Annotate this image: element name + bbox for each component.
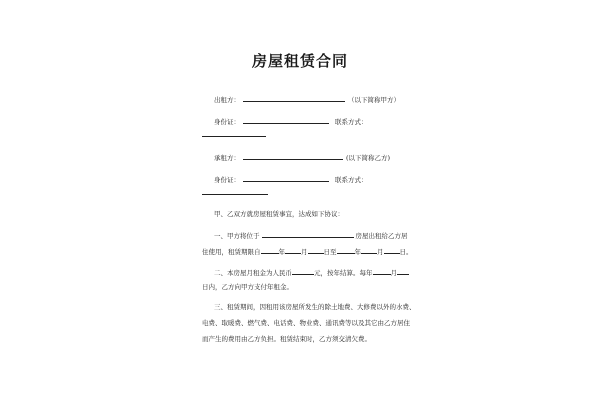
lessee-id-label: 身份证： [214,176,240,184]
lessor-label: 出租方： [214,96,240,104]
clause1-text-b: 房屋出租给乙方居 [355,232,408,240]
clause2-line2: 日内，乙方向甲方支付年租金。 [202,283,293,291]
property-address-blank[interactable] [262,230,354,238]
lessor-id-line [214,116,368,127]
end-month-blank[interactable] [361,246,377,254]
clause2-text-b: 元，按年结算。每年 [314,269,373,277]
clause2-line1 [214,267,409,278]
lessee-id-line [214,174,368,185]
lessee-line [214,152,390,163]
preamble: 甲、乙双方就房屋租赁事宜，达成如下协议： [214,210,344,218]
clause2-text-a: 二、本房屋月租金为人民币 [214,269,292,277]
start-year-blank[interactable] [261,246,279,254]
lessee-label: 承租方： [214,154,240,162]
clause1-text-a: 一、甲方将位于 [214,232,260,240]
clause1-text-c: 住使用，租赁期限自 [202,248,261,256]
lessor-note: （以下简称甲方） [348,96,400,104]
lessor-name-blank[interactable] [243,94,345,102]
lessor-contact-label: 联系方式： [335,118,368,126]
start-day-blank[interactable] [308,246,324,254]
start-day-label: 日至 [323,248,337,256]
clause1-line2 [202,246,413,257]
payment-day-blank[interactable] [397,267,409,275]
document-title: 房屋租赁合同 [251,52,348,70]
start-month-blank[interactable] [285,246,301,254]
clause1-line1 [214,230,408,241]
clause3-line1: 三、租赁期间，因租用该房屋所发生的除土地费、大修费以外的水费、 [214,303,416,311]
lessee-id-blank[interactable] [243,174,329,182]
end-year-label: 年 [354,248,361,256]
clause3-line2: 电费、取暖费、燃气费、电话费、物业费、通讯费等以及其它由乙方居住 [202,319,410,327]
end-year-blank[interactable] [337,246,355,254]
end-day-blank[interactable] [384,246,400,254]
lessee-contact-blank[interactable] [202,194,268,195]
monthly-rent-blank[interactable] [292,267,314,275]
lessor-contact-blank[interactable] [202,136,266,137]
payment-month-blank[interactable] [373,267,391,275]
payment-month-label: 月 [390,269,397,277]
end-day-label: 日。 [399,248,413,256]
lessor-id-blank[interactable] [243,116,329,124]
clause3-line3: 而产生的费用由乙方负担。租赁结束时，乙方须交清欠费。 [202,335,371,343]
lessee-name-blank[interactable] [243,152,343,160]
lessee-note: (以下简称乙方) [346,154,391,162]
lessee-contact-label: 联系方式： [335,176,368,184]
start-year-label: 年 [278,248,285,256]
lessor-line [214,94,400,105]
lessor-id-label: 身份证： [214,118,240,126]
end-month-label: 月 [377,248,384,256]
start-month-label: 月 [301,248,308,256]
